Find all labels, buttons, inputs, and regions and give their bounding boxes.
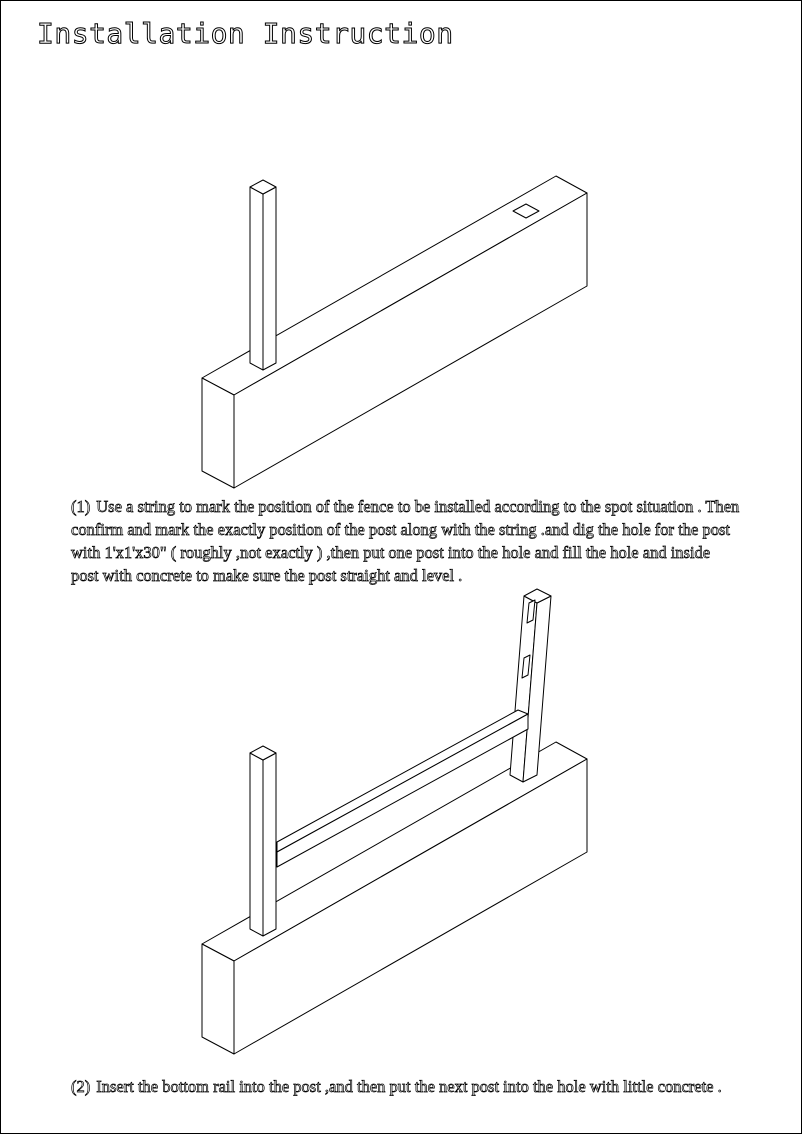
step-1-text: Use a string to mark the position of the fence to be installed according to the spot situation . Then confirm and mark the exactly position of the post along with the string .and dig the hole for the post with 1'x1'x30" ( roughly ,not exactly ) ,then put one post into the hole and fill the hole and inside post with concrete to make sure the post straight and level .	[71, 497, 740, 585]
post-side-face	[263, 187, 276, 370]
figure-step-2	[1, 581, 802, 1061]
footing-front-face	[202, 378, 234, 488]
page-title: Installation Instruction	[37, 17, 454, 50]
step-2-number: (2)	[71, 1077, 91, 1096]
figure-step-1	[1, 171, 802, 491]
step-1-number: (1)	[71, 497, 91, 516]
post-front-face	[250, 187, 263, 370]
step-2-text: Insert the bottom rail into the post ,and then put the next post into the hole with little concrete .	[96, 1077, 722, 1096]
step-1-instruction	[71, 495, 741, 587]
step-2-instruction	[71, 1075, 741, 1098]
near-post-side-face	[263, 753, 276, 936]
footing-front-face	[202, 944, 234, 1054]
near-post-front-face	[250, 753, 263, 936]
